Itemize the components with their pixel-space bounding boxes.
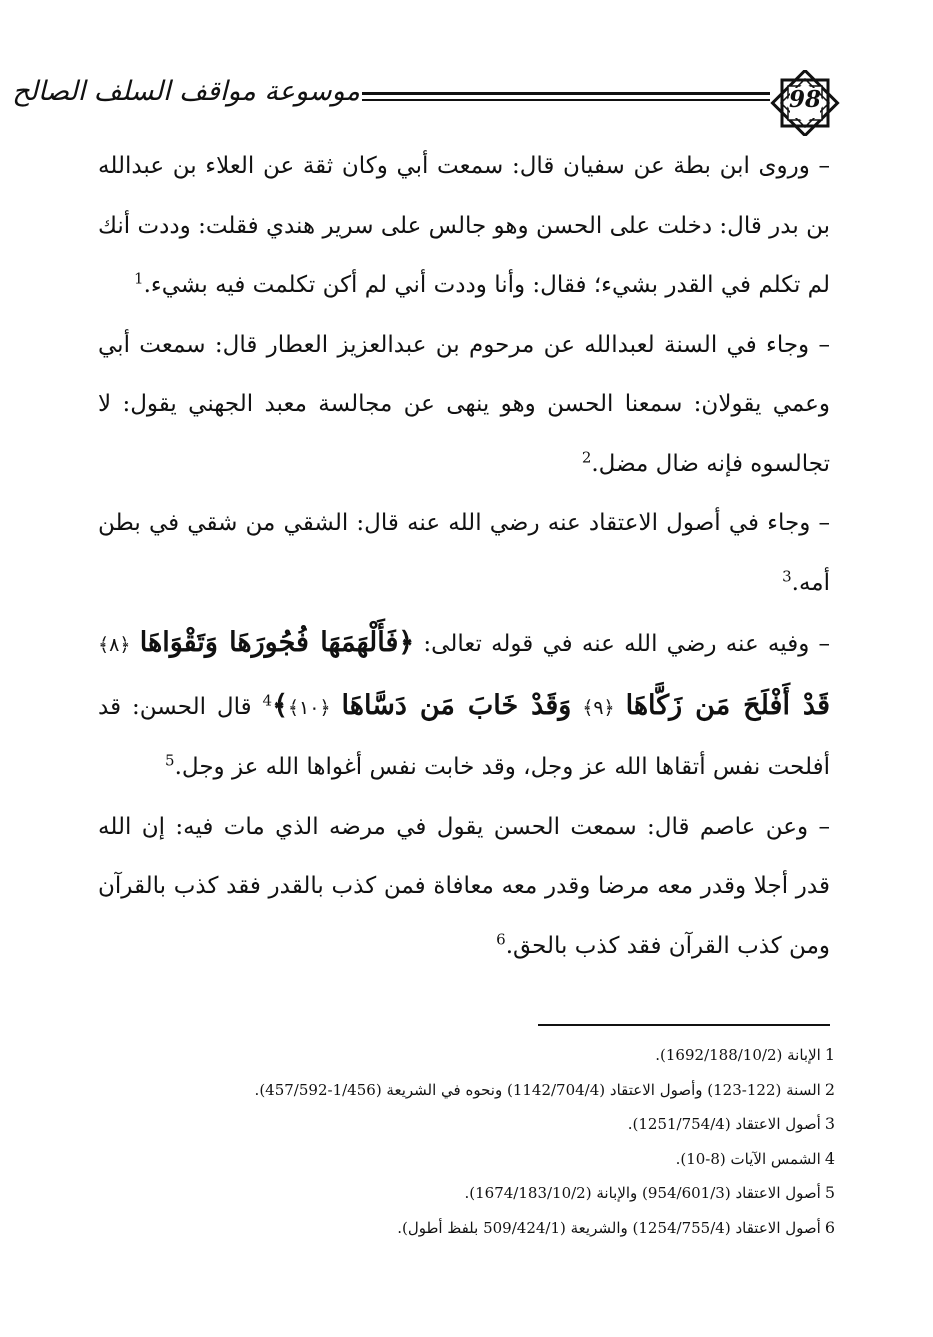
page-header [12, 70, 850, 140]
footnote-ref-4[interactable]: 4 [262, 690, 273, 709]
footnote-1 [98, 1038, 835, 1073]
footnote-number: 4 [824, 1148, 835, 1168]
page-number: 98 [788, 86, 821, 113]
footnote-number: 3 [824, 1114, 835, 1133]
quran-close-bracket: ﴾ [272, 689, 288, 721]
footnote-number: 2 [824, 1079, 835, 1099]
footnote-number: 1 [824, 1045, 835, 1064]
footnote-4 [98, 1142, 835, 1177]
quran-verse-10: وَقَدْ خَابَ مَن دَسَّاهَا [341, 689, 572, 721]
header-rule-thin [362, 99, 770, 101]
book-title: موسوعة مواقف السلف الصالح [12, 76, 360, 107]
header-rule-thick [362, 92, 770, 95]
footnotes-section [98, 1038, 835, 1245]
ayah-marker-8: ﴿٨﴾ [98, 634, 131, 656]
quran-verse-8: ﴿فَأَلْهَمَهَا فُجُورَهَا وَتَقْوَاهَا [139, 627, 415, 658]
footnote-text: أصول الاعتقاد (1254/755/4) والشريعة (509/424/1 بلفظ أطول). [397, 1218, 821, 1237]
footnote-ref-3[interactable]: 3 [782, 566, 792, 585]
paragraph-2 [98, 316, 830, 495]
footnote-2 [98, 1073, 835, 1108]
footnote-text: السنة (122-123) وأصول الاعتقاد (1142/704/4) ونحوه في الشريعة (1/456-457/592). [254, 1080, 821, 1099]
footnote-text: أصول الاعتقاد (1251/754/4). [627, 1115, 821, 1133]
ayah-marker-10: ﴿١٠﴾ [287, 696, 331, 719]
footnote-number: 6 [824, 1217, 835, 1237]
quran-verse-9: قَدْ أَفْلَحَ مَن زَكَّاهَا [625, 689, 831, 721]
footnote-ref-5[interactable]: 5 [165, 751, 175, 770]
footnote-text: الإبانة (1692/188/10/2). [655, 1046, 821, 1064]
paragraph-5-text: – وعن عاصم قال: سمعت الحسن يقول في مرضه الذي مات فيه: إن الله قدر أجلا وقدر معه مرضا وقدر معه معافاة فمن كذب بالقدر فقد كذب بالقرآن ومن كذب القرآن فقد كذب بالحق. [98, 813, 830, 959]
paragraph-3-text: – وجاء في أصول الاعتقاد عنه رضي الله عنه قال: الشقي من شقي في بطن أمه. [98, 510, 830, 596]
paragraph-5 [98, 798, 830, 977]
footnote-3 [98, 1107, 835, 1142]
footnote-5 [98, 1176, 835, 1211]
ayah-marker-9: ﴿٩﴾ [582, 696, 615, 719]
footnote-separator [538, 1024, 830, 1026]
paragraph-1-text: – وروى ابن بطة عن سفيان قال: سمعت أبي وكان ثقة عن العلاء بن عبدالله بن بدر قال: دخلت على الحسن وهو جالس على سرير هندي فقلت: وددت أنك لم تكلم في القدر بشيء؛ فقال: وأنا وددت أني لم أكن تكلمت فيه بشيء. [98, 153, 830, 298]
footnote-text: أصول الاعتقاد (954/601/3) والإبانة (1674/183/10/2). [464, 1184, 821, 1202]
paragraph-3 [98, 494, 830, 613]
paragraph-1 [98, 137, 830, 316]
footnote-6 [98, 1211, 835, 1246]
footnote-ref-6[interactable]: 6 [496, 929, 506, 948]
paragraph-4 [98, 613, 830, 798]
footnote-ref-2[interactable]: 2 [581, 447, 592, 466]
main-text [98, 137, 830, 976]
page-number-badge [770, 70, 840, 136]
footnote-number: 5 [824, 1183, 835, 1202]
paragraph-4-commentary: قال الحسن: قد أفلحت نفس أتقاها الله عز وجل، وقد خابت نفس أغواها الله عز وجل. [98, 693, 830, 780]
paragraph-2-text: – وجاء في السنة لعبدالله عن مرحوم بن عبدالعزيز العطار قال: سمعت أبي وعمي يقولان: سمعنا الحسن وهو ينهى عن مجالسة معبد الجهني يقول: لا تجالسوه فإنه ضال مضل. [98, 331, 830, 477]
paragraph-4-intro: – وفيه عنه رضي الله عنه في قوله تعالى: [423, 631, 831, 657]
footnote-text: الشمس الآيات (8-10). [675, 1149, 821, 1168]
footnote-ref-1[interactable]: 1 [134, 269, 144, 288]
